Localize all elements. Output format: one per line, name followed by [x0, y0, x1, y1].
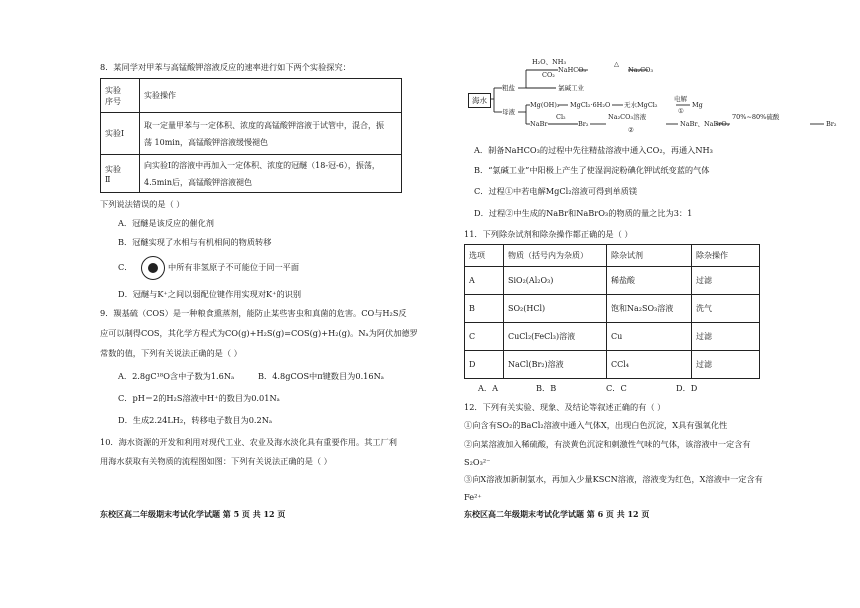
q10-line1: 10．海水资源的开发和利用对现代工业、农业及海水淡化具有重要作用。其工厂利	[100, 437, 397, 447]
flow-seawater-box: 海水	[468, 93, 491, 108]
flow-nabr-nabro3: NaBr、NaBrO₃	[680, 120, 730, 128]
q8-option-c-label: C．	[118, 262, 133, 272]
q8-option-c: 中所有非氢原子不可能位于同一平面	[168, 262, 300, 272]
flow-crude-salt: 粗盐	[502, 84, 515, 92]
q8-stem: 8．某同学对甲苯与高锰酸钾溶液反应的速率进行如下两个实验探究：	[100, 62, 351, 72]
q11-header-substance: 物质（括号内为杂质）	[504, 245, 607, 267]
q11-choice-a: A．A	[478, 383, 499, 393]
cell: SiO₂(Al₂O₃)	[504, 267, 607, 295]
cell: 过滤	[692, 323, 760, 351]
q8-table	[100, 78, 402, 193]
q10-option-c: C．过程①中若电解MgCl₂溶液可得到单质镁	[474, 186, 638, 196]
q11-choice-d: D．D	[676, 383, 698, 393]
flow-na2co3-solution: Na₂CO₃溶液	[608, 113, 647, 121]
flow-h2o-nh3: H₂O、NH₃	[532, 58, 567, 66]
flow-mg: Mg	[692, 101, 703, 109]
flow-sulfuric-acid: 70%~80%硫酸	[732, 113, 780, 121]
q11-choice-b: B．B	[536, 383, 557, 393]
cell: Cu	[607, 323, 692, 351]
cell: CuCl₂(FeCl₃)溶液	[504, 323, 607, 351]
q8-header-id: 实验 序号	[101, 79, 140, 113]
q9-option-a: A．2.8gC¹⁸O含中子数为1.6Nₐ	[118, 371, 235, 381]
flow-co2: CO₂	[542, 71, 555, 79]
cell: 稀盐酸	[607, 267, 692, 295]
q8-option-b: B．冠醚实现了水相与有机相间的物质转移	[118, 237, 272, 247]
q9-option-b: B．4.8gCOS中π键数目为0.16Nₐ	[258, 371, 384, 381]
q11-table	[464, 244, 760, 379]
q11-header-operation: 除杂操作	[692, 245, 760, 267]
q11-header-reagent: 除杂试剂	[607, 245, 692, 267]
q12-statement-3: ③向X溶液加新制氯水，再加入少量KSCN溶液，溶液变为红色，X溶液中一定含有	[464, 474, 763, 484]
flow-chlor-alkali: 氯碱工业	[558, 84, 584, 92]
flow-mgcl2-6h2o: MgCl₂·6H₂O	[570, 101, 611, 109]
right-footer: 东校区高二年级期末考试化学试题 第 6 页 共 12 页	[464, 509, 650, 519]
table-row	[465, 267, 760, 295]
flow-na2co3: Na₂CO₃	[628, 66, 654, 74]
flow-mother-liquor: 母液	[502, 108, 515, 116]
table-row	[465, 351, 760, 379]
cell: 过滤	[692, 351, 760, 379]
q10-line2: 用海水获取有关物质的流程图如图：下列有关说法正确的是（ ）	[100, 456, 332, 466]
q10-option-d: D．过程②中生成的NaBr和NaBrO₃的物质的量之比为3：1	[474, 208, 693, 218]
cell: 过滤	[692, 267, 760, 295]
flow-nabr: NaBr	[530, 120, 548, 128]
cell: 洗气	[692, 295, 760, 323]
q8-row2-op: 向实验Ⅰ的溶液中再加入一定体积、浓度的冠醚（18-冠-6），振荡， 4.5min后，高锰酸钾溶液褪色	[140, 155, 402, 193]
q12-statement-1: ①向含有SO₂的BaCl₂溶液中通入气体X，出现白色沉淀，X具有强氧化性	[464, 420, 728, 430]
flow-br2: Br₂	[578, 120, 589, 128]
flow-cl2: Cl₂	[556, 113, 566, 121]
flow-nahco3: NaHCO₃	[558, 66, 587, 74]
cell: CCl₄	[607, 351, 692, 379]
q11-stem: 11．下列除杂试剂和除杂操作都正确的是（ ）	[464, 229, 633, 239]
q9-line3: 常数的值，下列有关说法正确的是（ ）	[100, 348, 242, 358]
q8-ask: 下列说法错误的是（ ）	[100, 199, 185, 209]
q11-header-option: 选项	[465, 245, 504, 267]
flow-step1: ①	[678, 107, 684, 115]
crown-ether-molecule-icon	[141, 256, 165, 280]
q8-row2-id: 实验 Ⅱ	[101, 155, 140, 193]
q9-line2: 应可以制得COS，其化学方程式为CO(g)+H₂S(g)=COS(g)+H₂(g)。Nₐ为阿伏加德罗	[100, 328, 418, 338]
table-row	[465, 323, 760, 351]
cell: NaCl(Br₂)溶液	[504, 351, 607, 379]
q8-row1-id: 实验Ⅰ	[101, 113, 140, 155]
q8-option-d: D．冠醚与K⁺之间以弱配位键作用实现对K⁺的识别	[118, 289, 302, 299]
flow-electrolysis: 电解	[674, 95, 687, 103]
left-footer: 东校区高二年级期末考试化学试题 第 5 页 共 12 页	[100, 509, 286, 519]
q8-header-operation: 实验操作	[140, 79, 402, 113]
q12-statement-2-ion: S₂O₃²⁻	[464, 457, 491, 467]
flow-mgoh2: Mg(OH)₂	[530, 101, 560, 109]
cell: C	[465, 323, 504, 351]
right-page	[430, 0, 860, 608]
flow-br2-product: Br₂	[826, 120, 837, 128]
q8-row1-op: 取一定量甲苯与一定体积、浓度的高锰酸钾溶液于试管中，混合，振 荡 10min，高锰酸钾溶液缓慢褪色	[140, 113, 402, 155]
q10-option-a: A．制备NaHCO₃的过程中先往精盐溶液中通入CO₂，再通入NH₃	[474, 145, 713, 155]
cell: A	[465, 267, 504, 295]
cell: SO₂(HCl)	[504, 295, 607, 323]
q9-line1: 9．羰基硫（COS）是一种粮食熏蒸剂，能防止某些害虫和真菌的危害。CO与H₂S反	[100, 308, 407, 318]
q10-option-b: B．“氯碱工业”中阳极上产生了使湿润淀粉碘化钾试纸变蓝的气体	[474, 165, 710, 175]
q11-choice-c: C．C	[606, 383, 627, 393]
q12-statement-3-ion: Fe²⁺	[464, 492, 482, 502]
q12-statement-2: ②向某溶液加入稀硫酸，有淡黄色沉淀和刺激性气味的气体，该溶液中一定含有	[464, 439, 751, 449]
q9-option-d: D．生成2.24LH₂，转移电子数目为0.2Nₐ	[118, 415, 273, 425]
table-row	[465, 295, 760, 323]
q9-option-c: C．pH＝2的H₂S溶液中H⁺的数目为0.01Nₐ	[118, 393, 280, 403]
q12-stem: 12．下列有关实验、现象、及结论等叙述正确的有（ ）	[464, 402, 666, 412]
cell: B	[465, 295, 504, 323]
flow-delta: △	[614, 60, 619, 68]
flow-anhydrous-mgcl2: 无水MgCl₂	[624, 101, 658, 109]
cell: 饱和Na₂SO₃溶液	[607, 295, 692, 323]
q8-option-a: A．冠醚是该反应的催化剂	[118, 218, 214, 228]
flow-step2: ②	[628, 126, 634, 134]
cell: D	[465, 351, 504, 379]
